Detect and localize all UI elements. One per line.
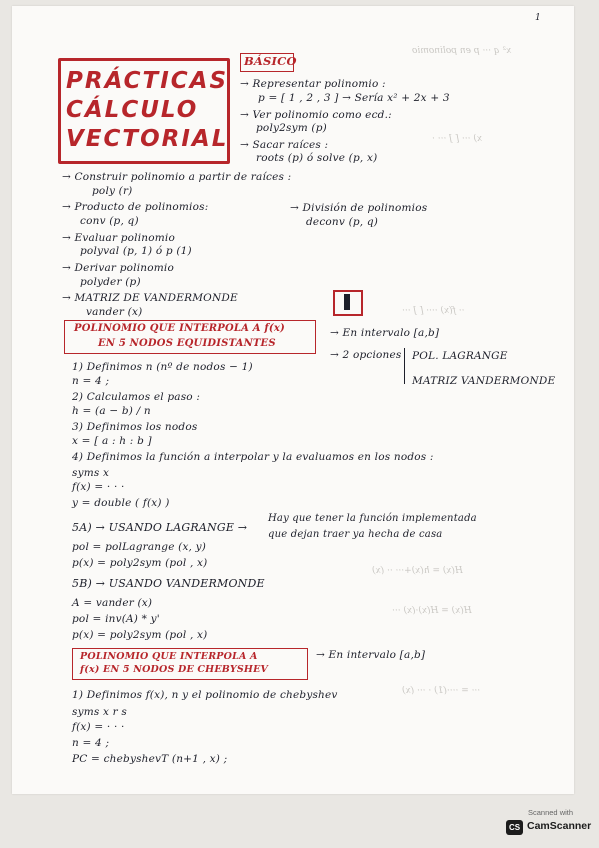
section2-code-1: syms x r s: [72, 706, 128, 718]
title-line-3: VECTORIAL: [66, 126, 229, 152]
section2-code-4: PC = chebyshevT (n+1 , x) ;: [72, 753, 228, 765]
step5a-note-2: que dejan traer ya hecha de casa: [268, 529, 443, 540]
section2-interval: → En intervalo [a,b]: [316, 649, 426, 661]
ops-line-4: conv (p, q): [80, 215, 139, 227]
basico-line-6: roots (p) ó solve (p, x): [256, 152, 378, 164]
section1-options: → 2 opciones: [330, 349, 402, 361]
section1-title-1: POLINOMIO QUE INTERPOLA A f(x): [74, 323, 285, 334]
step5a-code-2: p(x) = poly2sym (pol , x): [72, 557, 208, 569]
step5b-code-1: A = vander (x): [72, 597, 153, 609]
ops-line-9: → MATRIZ DE VANDERMONDE: [62, 292, 238, 304]
ops-line-10: vander (x): [86, 306, 143, 318]
step5b-code-3: p(x) = poly2sym (pol , x): [72, 629, 208, 641]
step5a-heading: 5A) → USANDO LAGRANGE →: [72, 521, 248, 534]
ops-line-2: poly (r): [92, 185, 133, 197]
division-line-1: → División de polinomios: [290, 202, 428, 214]
step4-code-1: syms x: [72, 467, 110, 479]
basico-line-3: → Ver polinomio como ecd.:: [240, 109, 392, 121]
section1-interval: → En intervalo [a,b]: [330, 327, 440, 339]
camscanner-logo-icon: CS: [506, 820, 523, 835]
section2-title-2: f(x) EN 5 NODOS DE CHEBYSHEV: [80, 664, 269, 675]
camscanner-badge: [506, 808, 594, 838]
step5a-code-1: pol = polLagrange (x, y): [72, 541, 207, 553]
step2: 2) Calculamos el paso :: [72, 391, 201, 403]
step4-code-3: y = double ( f(x) ): [72, 497, 170, 509]
step5a-note-1: Hay que tener la función implementada: [268, 513, 477, 524]
title-line-1: PRÁCTICAS: [66, 68, 229, 94]
step5b-heading: 5B) → USANDO VANDERMONDE: [72, 577, 265, 590]
section2-step1: 1) Definimos f(x), n y el polinomio de chebyshev: [72, 689, 338, 701]
step1-code: n = 4 ;: [72, 375, 110, 387]
ops-line-6: polyval (p, 1) ó p (1): [80, 245, 192, 257]
basico-line-5: → Sacar raíces :: [240, 139, 329, 151]
section2-code-2: f(x) = · · ·: [72, 721, 125, 733]
options-brace: [404, 348, 410, 384]
section1-option-2: MATRIZ VANDERMONDE: [412, 375, 556, 387]
bleed-through-text: H(x) = h(x)+··· ·· (x): [372, 566, 463, 576]
step5b-code-2: pol = inv(A) * y': [72, 613, 160, 625]
bleed-through-text: ··· = ····(1) · ··· (x): [402, 686, 481, 696]
step1: 1) Definimos n (nº de nodos − 1): [72, 361, 253, 373]
page-number: 1: [535, 13, 541, 23]
basico-line-2: p = [ 1 , 2 , 3 ] → Sería x² + 2x + 3: [258, 92, 450, 104]
basico-line-1: → Representar polinomio :: [240, 78, 386, 90]
basico-heading: BÁSICO: [244, 54, 297, 68]
ops-line-1: → Construir polinomio a partir de raíces :: [62, 171, 292, 183]
bleed-through-text: ·· f(x) ···· [ ] ···: [402, 306, 465, 316]
section2-title-1: POLINOMIO QUE INTERPOLA A: [80, 651, 258, 662]
bleed-through-text: x² q ··· p en polinomio: [412, 46, 512, 56]
basico-line-4: poly2sym (p): [256, 122, 327, 134]
step3: 3) Definimos los nodos: [72, 421, 198, 433]
basico-box: [240, 53, 294, 72]
camscanner-name: CamScanner: [527, 820, 592, 832]
section-number-mark: [344, 294, 350, 310]
step2-code: h = (a − b) / n: [72, 405, 151, 417]
section1-title-2: EN 5 NODOS EQUIDISTANTES: [98, 338, 276, 349]
scanned-with-text: Scanned with: [528, 808, 574, 817]
section-number-box: [333, 290, 363, 316]
step4: 4) Definimos la función a interpolar y la evaluamos en los nodos :: [72, 451, 434, 463]
section2-code-3: n = 4 ;: [72, 737, 110, 749]
section1-option-1: POL. LAGRANGE: [412, 350, 508, 362]
bleed-through-text: x) ··· [ ] ··· ·: [432, 134, 482, 144]
ops-line-7: → Derivar polinomio: [62, 262, 174, 274]
bleed-through-text: H(x) = H(x)·(x) ···: [392, 606, 472, 616]
ops-line-5: → Evaluar polinomio: [62, 232, 176, 244]
ops-line-8: polyder (p): [80, 276, 141, 288]
division-line-2: deconv (p, q): [306, 216, 379, 228]
step4-code-2: f(x) = · · ·: [72, 481, 125, 493]
title-line-2: CÁLCULO: [66, 97, 199, 123]
ops-line-3: → Producto de polinomios:: [62, 201, 209, 213]
step3-code: x = [ a : h : b ]: [72, 435, 152, 447]
